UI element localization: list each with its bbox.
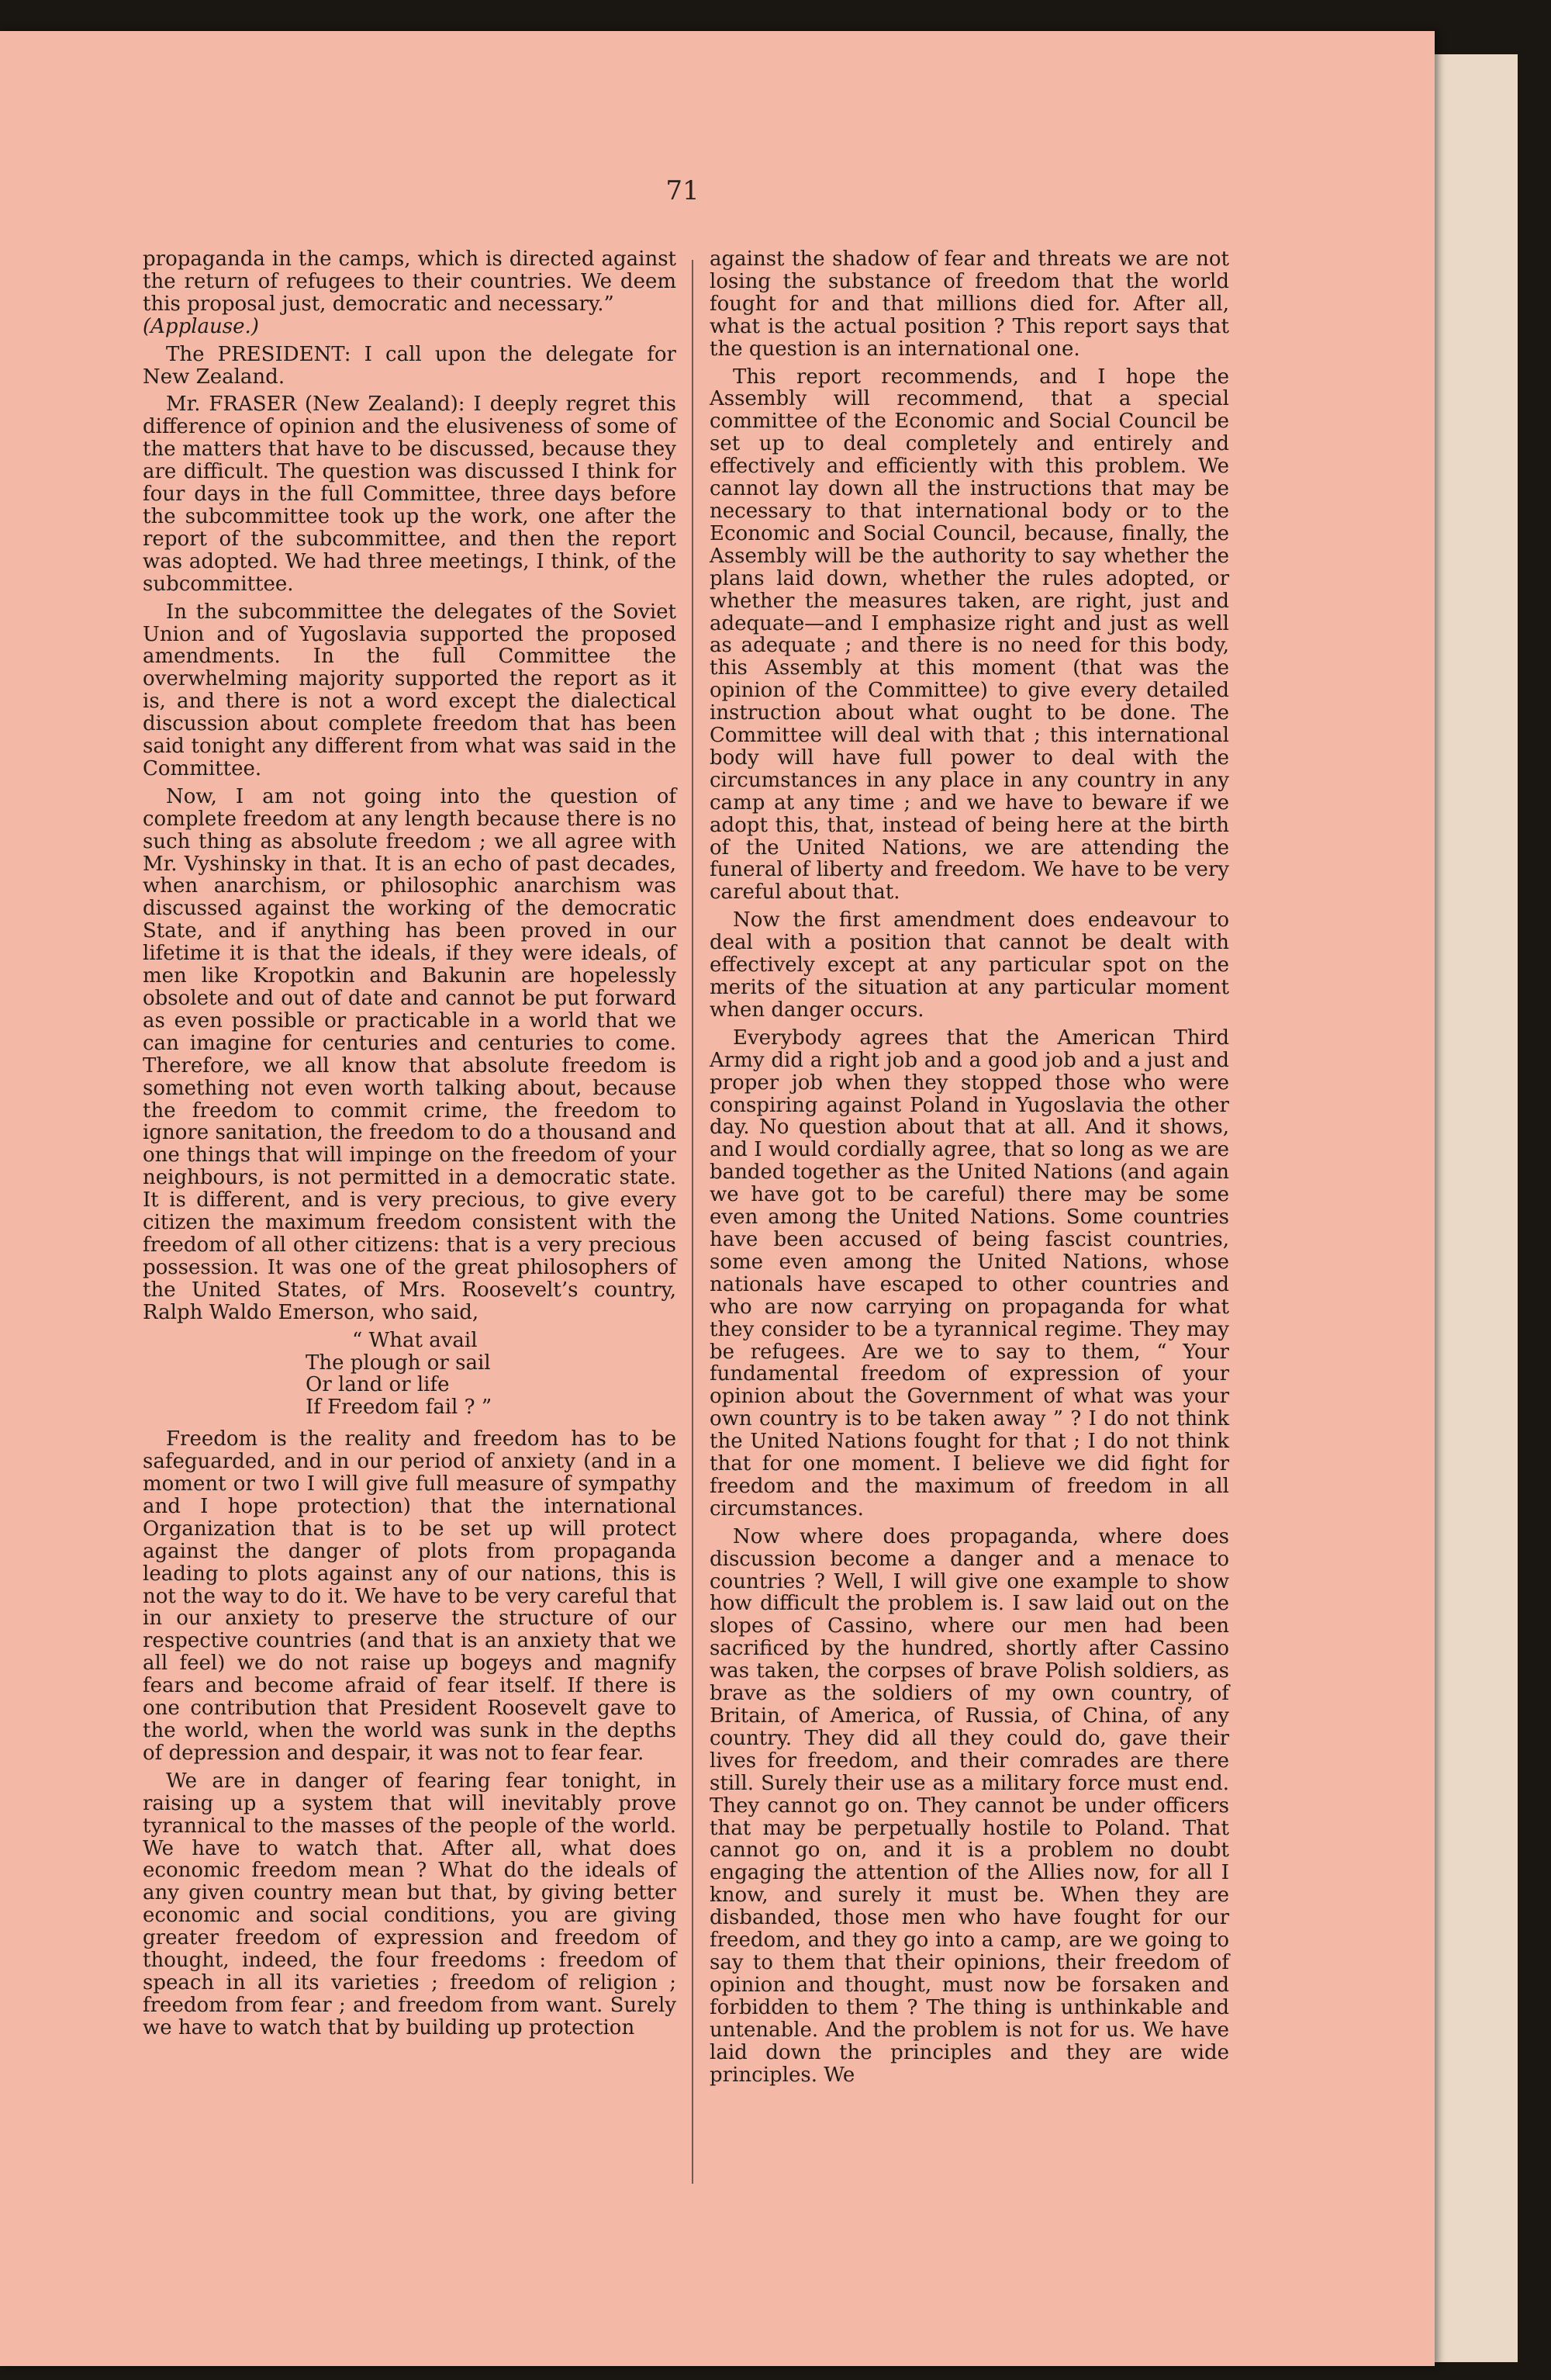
column-divider (692, 260, 693, 2184)
paragraph: Now the first amendment does endeavour to deal with a position that cannot be dealt with effectively except at any particular spot on the merits of the situation at any particular moment when danger occurs. (710, 908, 1229, 1022)
paragraph: Now where does propaganda, where does discussion become a danger and a menace to countries ? Well, I will give one example to show how difficult the problem is. I saw laid out on the slopes of Cassino, where our men had been sacrificed by the hundred, shortly after Cassino was taken, the corpses of brave Polish soldiers, as brave as the soldiers of my own country, of Britain, of America, of Russia, of China, of any country. They did all they could do, gave their lives for freedom, and their comrades are there still. Surely their use as a military force must end. They cannot go on. They cannot be under officers that may be perpetually hostile to Poland. That cannot go on, and it is a problem no doubt engaging the attention of the Allies now, for all I know, and surely it must be. When they are disbanded, those men who have fought for our freedom, and they go into a camp, are we going to say to them that their opinions, their freedom of opinion and thought, must now be forsaken and forbidden to them ? The thing is unthinkable and untenable. And the problem is not for us. We have laid down the principles and they are wide principles. We (710, 1524, 1229, 2087)
right-column (710, 248, 1229, 2091)
paragraph: Now, I am not going into the question of complete freedom at any length because there is no such thing as absolute freedom ; we all agree with Mr. Vyshinsky in that. It is an echo of past decades, when anarchism, or philosophic anarchism was discussed against the working of the democratic State, and if anything has been proved in our lifetime it is that the ideals, if they were ideals, of men like Kropotkin and Bakunin are hopelessly obsolete and out of date and cannot be put forward as even possible or practicable in a world that we can imagine for centuries and centuries to come. Therefore, we all know that absolute freedom is something not even worth talking about, because the freedom to commit crime, the freedom to ignore sanitation, the freedom to do a thousand and one things that will impinge on the freedom of your neighbours, is not permitted in a democratic state. It is different, and is very precious, to give every citizen the maximum freedom consistent with the freedom of all other citizens: that is a very precious possession. It was one of the great philosophers of the United States, of Mrs. Roosevelt’s country, Ralph Waldo Emerson, who said, (143, 784, 676, 1324)
paragraph: The PRESIDENT: I call upon the delegate for New Zealand. (143, 342, 676, 389)
left-column (143, 248, 676, 2045)
poem-line: “ What avail (352, 1328, 478, 1352)
paragraph: against the shadow of fear and threats we are not losing the substance of freedom that the world fought for and that millions died for. After all, what is the actual position ? This report says that the question is an international one. (710, 247, 1229, 361)
paragraph (143, 248, 676, 338)
paragraph: Everybody agrees that the American Third Army did a right job and a good job and a just and proper job when they stopped those who were conspiring against Poland in Yugoslavia the other day. No question about that at all. And it shows, and I would cordially agree, that so long as we are banded together as the United Nations (and again we have got to be careful) there may be some even among the United Nations. Some countries have been accused of being fascist countries, some even among the United Nations, whose nationals have escaped to other countries and who are now carrying on propaganda for what they consider to be a tyrannical regime. They may be refugees. Are we to say to them, “ Your fundamental freedom of expression of your opinion about the Government of what was your own country is to be taken away ” ? I do not think the United Nations fought for that ; I do not think that for one moment. I believe we did fight for freedom and the maximum of freedom in all circumstances. (710, 1026, 1229, 1520)
poem-line: Or land or life (306, 1373, 450, 1397)
poem-line: If Freedom fail ? ” (306, 1396, 492, 1420)
poem-quote (143, 1330, 676, 1420)
page-number: 71 (665, 175, 700, 206)
paragraph: This report recommends, and I hope the Assembly will recommend, that a special committee of the Economic and Social Council be set up to deal completely and entirely and effectively and efficiently with this problem. We cannot lay down all the instructions that may be necessary to that international body or to the Economic and Social Council, because, finally, the Assembly will be the authority to say whether the plans laid down, whether the rules adopted, or whether the measures taken, are right, just and adequate—and I emphasize right and just as well as adequate ; and there is no need for this body, this Assembly at this moment (that was the opinion of the Committee) to give every detailed instruction about what ought to be done. The Committee will deal with that ; this international body will have full power to deal with the circumstances in any place in any country in any camp at any time ; and we have to beware if we adopt this, that, instead of being here at the birth of the United Nations, we are attending the funeral of liberty and freedom. We have to be very careful about that. (710, 365, 1229, 905)
paragraph: We are in danger of fearing fear tonight, in raising up a system that will inevitably prove tyrannical to the masses of the people of the world. We have to watch that. After all, what does economic freedom mean ? What do the ideals of any given country mean but that, by giving better economic and social conditions, you are giving greater freedom of expression and freedom of thought, indeed, the four freedoms : freedom of speach in all its varieties ; freedom of religion ; freedom from fear ; and freedom from want. Surely we have to watch that by building up protection (143, 1769, 676, 2039)
poem-line: The plough or sail (306, 1351, 491, 1375)
paragraph: Mr. FRASER (New Zealand): I deeply regret this difference of opinion and the elusiveness of some of the matters that have to be discussed, because they are difficult. The question was discussed I think for four days in the full Committee, three days before the subcommittee took up the work, one after the report of the subcommittee, and then the report was adopted. We had three meetings, I think, of the subcommittee. (143, 393, 676, 596)
paragraph-text: propaganda in the camps, which is directed against the return of refugees to their countries. We deem this proposal just, democratic and necessary.” (143, 247, 676, 316)
applause-note: (Applause.) (143, 314, 259, 338)
paragraph: In the subcommittee the delegates of the Soviet Union and of Yugoslavia supported the proposed amendments. In the full Committee the overwhelming majority supported the report as it is, and there is not a word except the dialectical discussion about complete freedom that has been said tonight any different from what was said in the Committee. (143, 600, 676, 780)
paragraph: Freedom is the reality and freedom has to be safeguarded, and in our period of anxiety (and in a moment or two I will give full measure of sympathy and I hope protection) that the international Organization that is to be set up will protect against the danger of plots from propaganda leading to plots against any of our nations, this is not the way to do it. We have to be very careful that in our anxiety to preserve the structure of our respective countries (and that is an anxiety that we all feel) we do not raise up bogeys and magnify fears and become afraid of fear itself. If there is one contribution that President Roosevelt gave to the world, when the world was sunk in the depths of depression and despair, it was not to fear fear. (143, 1427, 676, 1765)
document-page (0, 31, 1435, 2366)
